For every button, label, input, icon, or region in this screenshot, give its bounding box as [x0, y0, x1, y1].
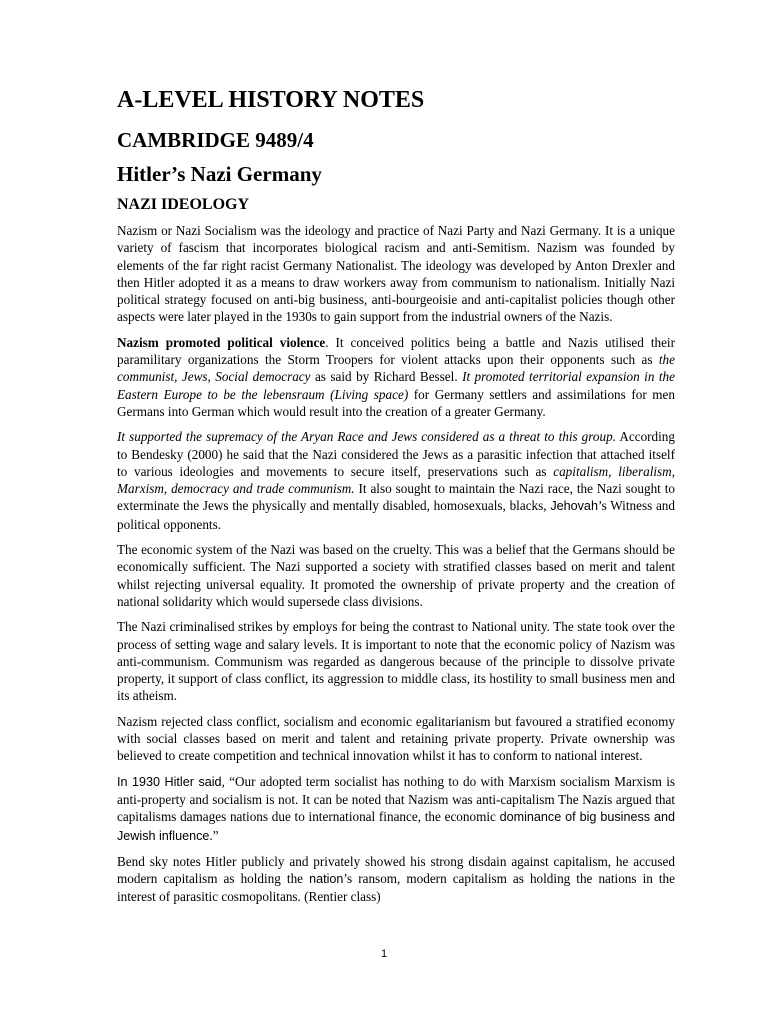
- paragraph-8: [117, 853, 675, 906]
- paragraph-7-text-b: .”: [209, 827, 219, 843]
- paragraph-2-italic-2: It promoted territorial expansion in the Eastern Europe to be the lebensraum (Living space): [117, 369, 675, 402]
- document-subtitle: CAMBRIDGE 9489/4: [117, 128, 314, 152]
- page-number: 1: [380, 948, 388, 960]
- paragraph-8-text-a: Bend sky notes Hitler publicly and privately showed his strong disdain against capitalism, he accused modern capitalism as holding the: [117, 853, 675, 887]
- paragraph-3-text-b: It also sought to maintain the Nazi race, the Nazi sought to exterminate the Jews the physically and mentally disabled, homosexuals, blacks,: [117, 481, 675, 514]
- paragraph-7-sans-1: In 1930 Hitler said: [117, 774, 222, 789]
- document-title: A-LEVEL HISTORY NOTES: [117, 87, 425, 113]
- paragraph-1: Nazism or Nazi Socialism was the ideology and practice of Nazi Party and Nazi Germany. It is a unique variety of fascism that incorporates biological racism and anti-Semitism. Nazism was founded by elements of the far right racist Germany Nationalist. The ideology was developed by Anton Drexler and then Hitler adopted it as a means to draw workers away from communism to nationalism. Initially Nazi political strategy focused on anti-big business, anti-bourgeoisie and anti-capitalist policies though other aspects were later played in the 1930s to gain support from the industrial owners of the Nazis.: [117, 223, 675, 325]
- paragraph-2-italic-1: the communist, Jews, Social democracy: [117, 352, 675, 385]
- topic-heading: Hitler’s Nazi Germany: [117, 162, 322, 186]
- paragraph-7-text-a: , “Our adopted term socialist has nothing to do with Marxism socialism Marxism is anti-property and socialism is not. It can be noted that Nazism was anti-capitalism The Nazis argued that capitalisms damages nations due to international finance, the economic: [117, 773, 676, 825]
- paragraph-2-bold: Nazism promoted political violence: [117, 334, 326, 350]
- paragraph-2-text-b: as said by Richard Bessel.: [310, 369, 463, 385]
- paragraph-3-text-c: ’s Witness and political opponents.: [117, 498, 675, 532]
- section-heading: NAZI IDEOLOGY: [117, 196, 250, 213]
- paragraph-8-sans: nation: [309, 872, 344, 887]
- paragraph-8-text-b: ’s ransom, modern capitalism as holding the nations in the interest of parasitic cosmopolitans. (Rentier class): [117, 871, 675, 905]
- paragraph-3-sans: Jehovah: [550, 499, 598, 514]
- paragraph-2-text-a: . It conceived politics being a battle and Nazis utilised their paramilitary organizations the Storm Troopers for violent attacks upon their opponents such as: [117, 334, 675, 368]
- paragraph-3-text-a: According to Bendesky (2000) he said that the Nazi considered the Jews as a parasitic infection that attached itself to various ideologies and movements to secure itself, preservations such as: [117, 429, 675, 479]
- paragraph-2: [117, 334, 675, 420]
- paragraph-2-text-c: for Germany settlers and assimilations for men Germans into German which would result into the creation of a greater Germany.: [117, 386, 675, 419]
- paragraph-6: Nazism rejected class conflict, socialism and economic egalitarianism but favoured a stratified economy with social classes based on merit and talent and retaining private property. Private ownership was believed to create competition and technical innovation whilst it has to conform to national interest.: [117, 713, 675, 764]
- paragraph-3: [117, 428, 675, 533]
- paragraph-3-italic-2: capitalism, liberalism, Marxism, democracy and trade communism.: [117, 463, 675, 497]
- paragraph-4: The economic system of the Nazi was based on the cruelty. This was a belief that the Germans should be economically sufficient. The Nazi supported a society with stratified classes based on merit and talent whilst rejecting universal equality. It promoted the ownership of private property and the creation of national solidarity which would supersede class divisions.: [117, 542, 675, 609]
- paragraph-7-sans-2: dominance of big business and Jewish influence: [117, 810, 675, 843]
- paragraph-7: [117, 773, 675, 845]
- document-body: [117, 84, 675, 914]
- paragraph-5: The Nazi criminalised strikes by employs for being the contrast to National unity. The state took over the process of setting wage and salary levels. It is important to note that the economic policy of Nazism was anti-communism. Communism was regarded as dangerous because of the principle to dissolve private property, it support of class conflict, its aggression to middle class, its hostility to small business men and its atheism.: [117, 619, 675, 704]
- paragraph-3-italic-1: It supported the supremacy of the Aryan Race and Jews considered as a threat to this group.: [117, 429, 616, 445]
